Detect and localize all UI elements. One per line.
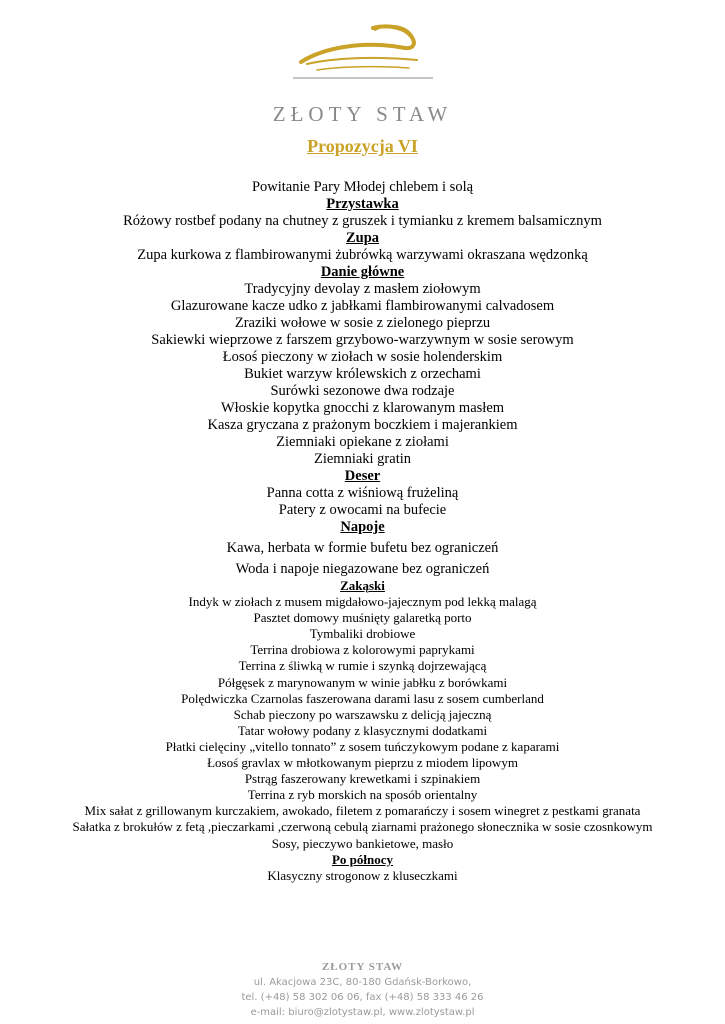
section-heading-dessert: Deser [344, 468, 381, 484]
menu-item: Tatar wołowy podany z klasycznymi dodatkami [237, 722, 488, 738]
menu-item: Sałatka z brokułów z fetą ,pieczarkami ,czerwoną cebulą ziarnami prażonego słonecznika w sosie czosnkowym [72, 819, 653, 835]
menu-item: Zraziki wołowe w sosie z zielonego pieprzu [234, 315, 491, 331]
menu-item: Klasyczny strogonow z kluseczkami [267, 867, 458, 883]
menu-item: Schab pieczony po warszawsku z delicją jajeczną [233, 706, 492, 722]
menu-item: Płatki cielęciny „vitello tonnato” z sosem tuńczykowym podane z kaparami [165, 738, 560, 754]
menu-item: Surówki sezonowe dwa rodzaje [270, 383, 455, 399]
menu-item: Polędwiczka Czarnolas faszerowana darami lasu z sosem cumberland [181, 690, 544, 706]
menu-item: Pstrąg faszerowany krewetkami i szpinakiem [244, 771, 481, 787]
menu-item: Ziemniaki opiekane z ziołami [276, 434, 449, 450]
footer [0, 960, 725, 1020]
menu-body [0, 179, 725, 884]
menu-item: Glazurowane kacze udko z jabłkami flambirowanymi calvadosem [170, 298, 555, 314]
menu-item: Indyk w ziołach z musem migdałowo-jajecznym pod lekką malagą [188, 594, 537, 610]
menu-item: Terrina z śliwką w rumie i szynką dojrzewającą [238, 658, 487, 674]
menu-item: Patery z owocami na bufecie [278, 502, 447, 518]
menu-item: Kawa, herbata w formie bufetu bez ograniczeń [226, 540, 499, 556]
page-title: Propozycja VI [307, 136, 418, 156]
menu-item: Terrina z ryb morskich na sposób orientalny [247, 787, 478, 803]
section-heading-soup: Zupa [345, 230, 380, 246]
menu-item: Bukiet warzyw królewskich z orzechami [244, 366, 481, 382]
section-heading-mains: Danie główne [320, 264, 405, 280]
menu-item: Różowy rostbef podany na chutney z gruszek i tymianku z kremem balsamicznym [123, 213, 602, 229]
menu-item: Sosy, pieczywo bankietowe, masło [271, 835, 454, 851]
menu-item: Woda i napoje niegazowane bez ograniczeń [235, 561, 490, 577]
menu-item: Włoskie kopytka gnocchi z klarowanym masłem [220, 400, 505, 416]
menu-item: Panna cotta z wiśniową frużeliną [266, 485, 459, 501]
menu-item: Mix sałat z grillowanym kurczakiem, awokado, filetem z pomarańczy i sosem winegret z pestkami granata [84, 803, 641, 819]
menu-item: Łosoś gravlax w młotkowanym pieprzu z miodem lipowym [207, 755, 518, 771]
brand-wordmark: ZŁOTY STAW [272, 102, 453, 126]
menu-item: Zupa kurkowa z flambirowanymi żubrówką warzywami okraszana wędzonką [137, 247, 588, 263]
menu-item: Pasztet domowy muśnięty galaretką porto [253, 610, 472, 626]
section-heading-midnight: Po północy [331, 851, 394, 867]
section-heading-starter: Przystawka [326, 196, 399, 212]
menu-item: Łosoś pieczony w ziołach w sosie holenderskim [222, 349, 503, 365]
footer-phone: tel. (+48) 58 302 06 06, fax (+48) 58 333 46 26 [241, 992, 484, 1003]
section-heading-snacks: Zakąski [340, 578, 385, 593]
menu-item: Tymbaliki drobiowe [309, 626, 416, 642]
logo [0, 18, 725, 126]
section-heading-drinks: Napoje [340, 519, 385, 535]
welcome-line: Powitanie Pary Młodej chlebem i solą [251, 179, 474, 195]
menu-item: Tradycyjny devolay z masłem ziołowym [244, 281, 481, 297]
menu-item: Sakiewki wieprzowe z farszem grzybowo-warzywnym w sosie serowym [151, 332, 574, 348]
menu-item: Półgęsek z marynowanym w winie jabłku z borówkami [217, 674, 508, 690]
swan-logo-icon [293, 18, 433, 80]
menu-item: Ziemniaki gratin [313, 451, 412, 467]
menu-item: Kasza gryczana z prażonym boczkiem i majerankiem [207, 417, 518, 433]
footer-company-name: ZŁOTY STAW [321, 961, 404, 973]
footer-address: ul. Akacjowa 23C, 80-180 Gdańsk-Borkowo, [253, 977, 472, 988]
menu-item: Terrina drobiowa z kolorowymi paprykami [250, 642, 475, 658]
footer-contact: e-mail: biuro@zlotystaw.pl, www.zlotystaw.pl [250, 1007, 475, 1018]
